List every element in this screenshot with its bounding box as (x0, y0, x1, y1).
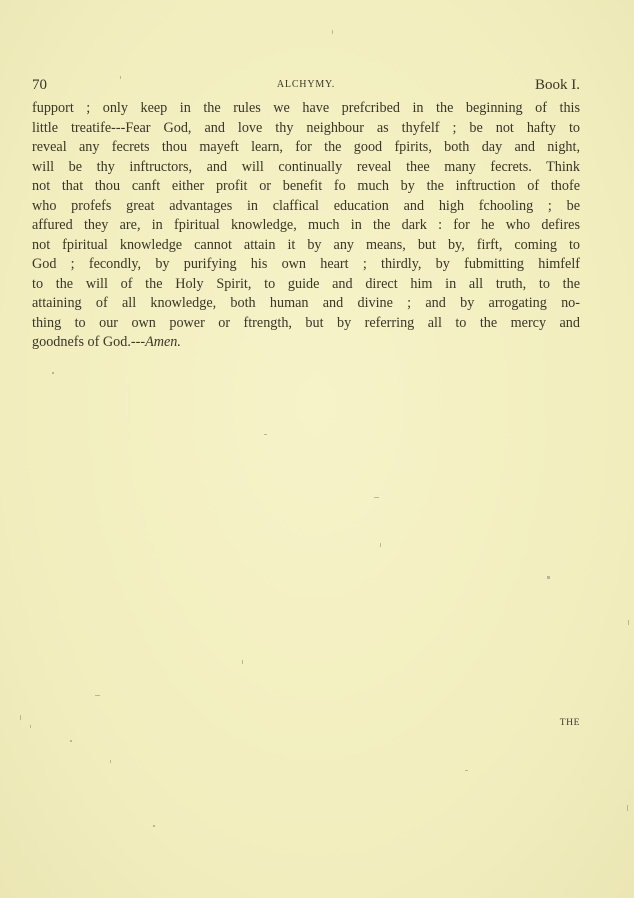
last-line-text: goodnefs of God.--- (32, 334, 146, 350)
paper-speck (628, 620, 629, 625)
body-text (32, 99, 580, 353)
catchword: THE (559, 718, 580, 728)
text-line: not fpiritual knowledge cannot attain it by any means, but by, firft, coming to (32, 236, 580, 253)
amen-italic: Amen. (145, 334, 181, 350)
paper-speck (110, 760, 111, 763)
paper-speck (70, 740, 72, 742)
text-line: not that thou canft either profit or benefit fo much by the inftruction of thofe (32, 178, 580, 194)
running-title: ALCHYMY. (276, 79, 336, 90)
paper-speck (547, 576, 550, 579)
text-line: to the will of the Holy Spirit, to guide and direct him in all truth, to the (32, 275, 580, 292)
paper-speck (627, 805, 628, 811)
paper-speck (95, 695, 100, 696)
paper-speck (264, 434, 267, 435)
text-line: will be thy inftructors, and will continually reveal thee many fecrets. Think (32, 158, 580, 175)
text-line: reveal any fecrets thou mayeft learn, for the good fpirits, both day and night, (32, 139, 580, 155)
text-line-last (32, 333, 580, 353)
paper-speck (52, 372, 54, 374)
book-label: Book I. (535, 77, 580, 93)
text-line: little treatife---Fear God, and love thy neighbour as thyfelf ; be not hafty to (32, 119, 580, 136)
text-line: God ; fecondly, by purifying his own heart ; thirdly, by fubmitting himfelf (32, 256, 580, 272)
running-head (32, 77, 580, 97)
paper-speck (153, 825, 155, 827)
paper-speck (120, 76, 121, 79)
paper-speck (30, 725, 31, 728)
text-line: who profefs great advantages in claffical education and high fchooling ; be (32, 197, 580, 214)
paper-speck (374, 497, 379, 498)
text-line: fupport ; only keep in the rules we have prefcribed in the beginning of this (32, 100, 580, 116)
paper-speck (465, 770, 468, 771)
paper-speck (242, 660, 243, 664)
paper-speck (380, 543, 381, 547)
text-line: attaining of all knowledge, both human and divine ; and by arrogating no- (32, 295, 580, 311)
page-number: 70 (32, 77, 47, 93)
text-line: affured they are, in fpiritual knowledge, much in the dark : for he who defires (32, 217, 580, 233)
paper-speck (20, 715, 21, 720)
paper-speck (332, 30, 333, 34)
text-line: thing to our own power or ftrength, but by referring all to the mercy and (32, 314, 580, 331)
